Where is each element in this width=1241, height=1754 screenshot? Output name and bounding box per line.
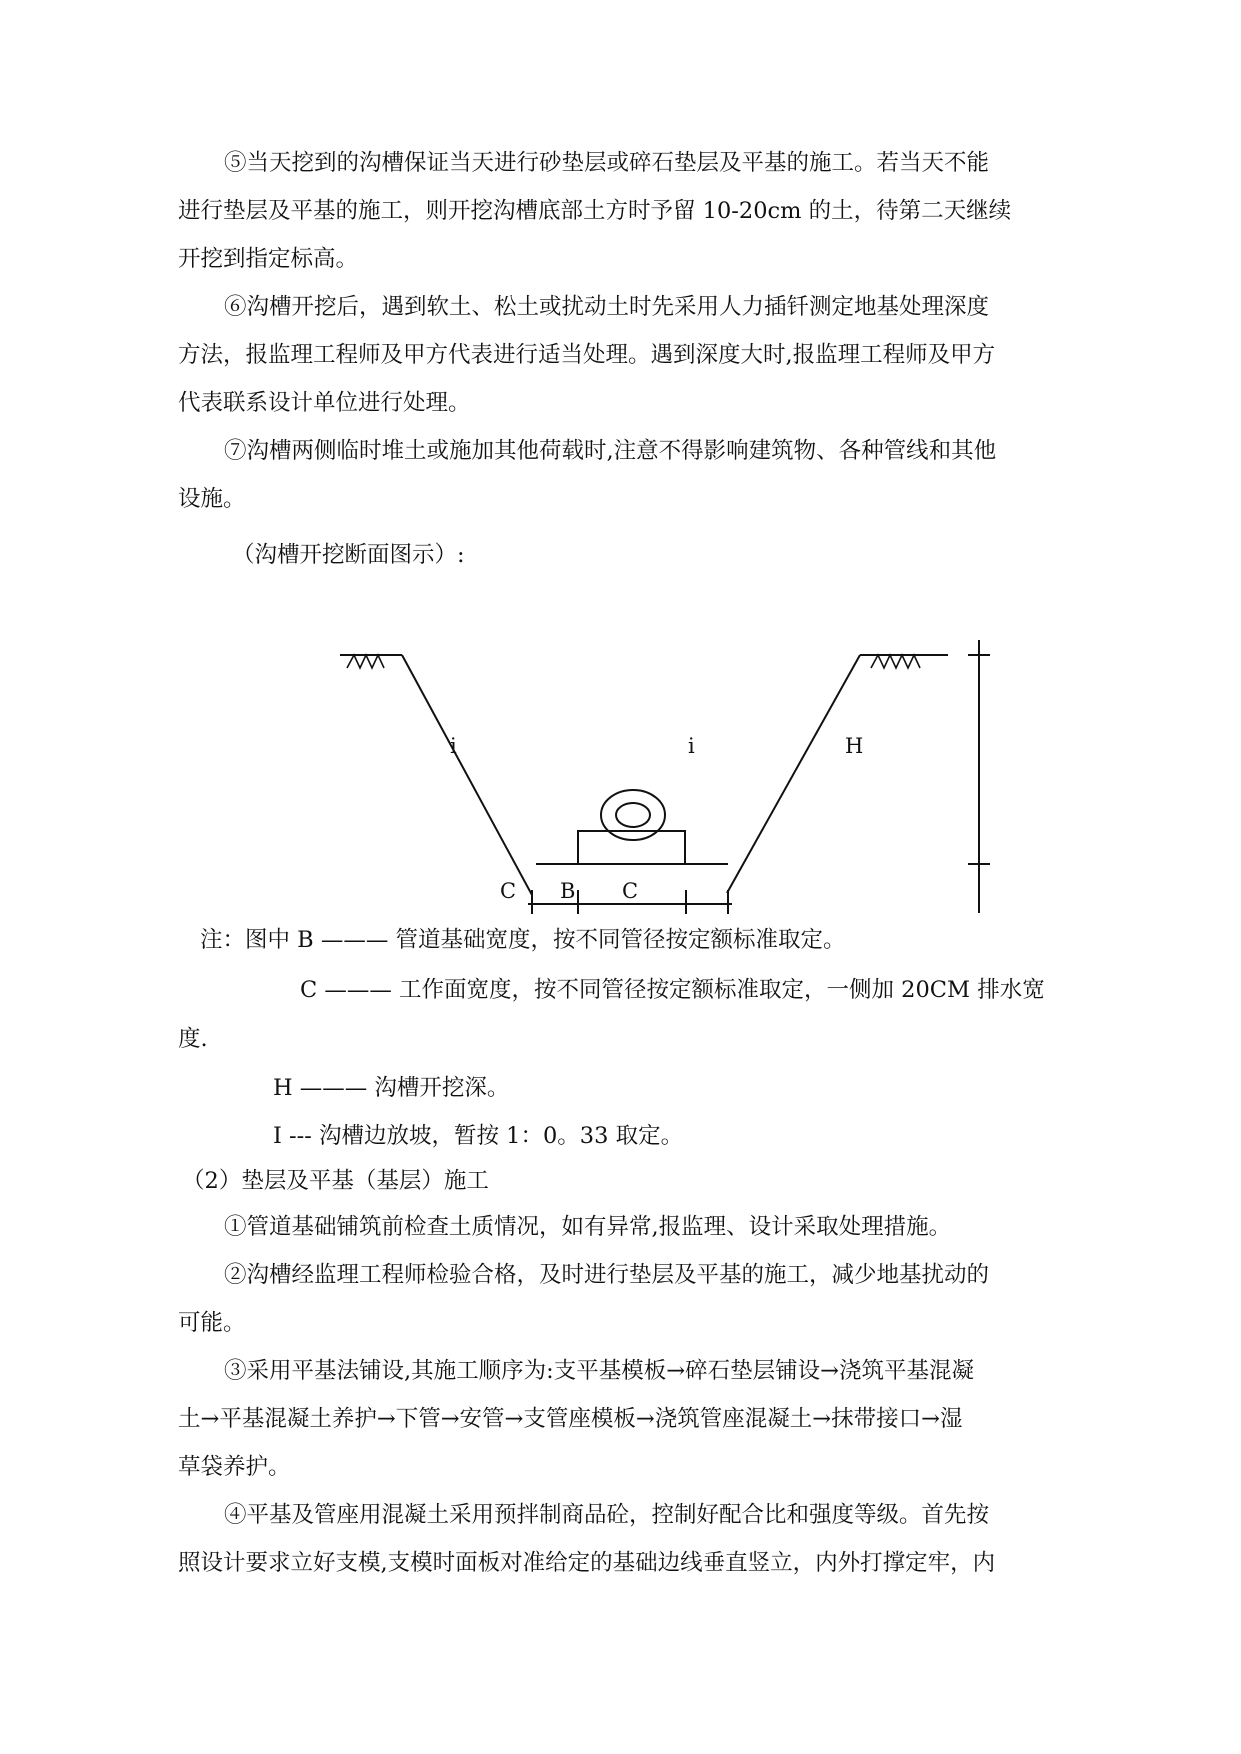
work-width-label-left: C — [500, 879, 517, 903]
slope-label-mid: i — [688, 734, 695, 758]
note-line: 注：图中 B ——— 管道基础宽度，按不同管径按定额标准取定。 — [200, 927, 846, 953]
note-line: I --- 沟槽边放坡，暂按 1：0。33 取定。 — [273, 1123, 684, 1149]
section-heading: （2）垫层及平基（基层）施工 — [182, 1168, 489, 1194]
paragraph-line: 方法，报监理工程师及甲方代表进行适当处理。遇到深度大时,报监理工程师及甲方 — [178, 342, 996, 368]
paragraph-line: 可能。 — [178, 1310, 246, 1336]
pipe-outer — [601, 790, 665, 840]
paragraph-line: ①管道基础铺筑前检查土质情况，如有异常,报监理、设计采取处理措施。 — [224, 1214, 952, 1240]
paragraph-line: ③采用平基法铺设,其施工顺序为:支平基模板→碎石垫层铺设→浇筑平基混凝 — [224, 1358, 974, 1384]
paragraph-line: ④平基及管座用混凝土采用预拌制商品砼，控制好配合比和强度等级。首先按 — [224, 1502, 990, 1528]
paragraph-line: 照设计要求立好支模,支模时面板对准给定的基础边线垂直竖立，内外打撑定牢，内 — [178, 1550, 996, 1576]
paragraph-line: 代表联系设计单位进行处理。 — [178, 390, 471, 416]
paragraph-line: 开挖到指定标高。 — [178, 246, 359, 272]
note-line: 度. — [178, 1026, 208, 1052]
ground-hatch-left — [347, 655, 384, 668]
paragraph-line: ⑥沟槽开挖后，遇到软土、松土或扰动土时先采用人力插钎测定地基处理深度 — [224, 294, 990, 320]
diagram-caption: （沟槽开挖断面图示）: — [232, 542, 465, 568]
paragraph-line: 进行垫层及平基的施工，则开挖沟槽底部土方时予留 10-20cm 的土，待第二天继续 — [178, 198, 1012, 224]
trench-slope-right — [727, 655, 860, 893]
paragraph-line: 草袋养护。 — [178, 1454, 291, 1480]
note-line: C ——— 工作面宽度，按不同管径按定额标准取定，一侧加 20CM 排水宽 — [300, 977, 1045, 1003]
work-width-label-right: C — [622, 879, 639, 903]
pipe-seat — [578, 831, 685, 864]
paragraph-line: 设施。 — [178, 486, 246, 512]
paragraph-line: ②沟槽经监理工程师检验合格，及时进行垫层及平基的施工，减少地基扰动的 — [224, 1262, 990, 1288]
note-line: H ——— 沟槽开挖深。 — [273, 1075, 510, 1101]
slope-label-left: i — [450, 734, 457, 758]
paragraph-line: ⑤当天挖到的沟槽保证当天进行砂垫层或碎石垫层及平基的施工。若当天不能 — [224, 150, 990, 176]
paragraph-line: ⑦沟槽两侧临时堆土或施加其他荷载时,注意不得影响建筑物、各种管线和其他 — [224, 438, 997, 464]
paragraph-line: 土→平基混凝土养护→下管→安管→支管座模板→浇筑管座混凝土→抹带接口→湿 — [178, 1406, 963, 1432]
base-width-label: B — [560, 879, 576, 903]
depth-label: H — [845, 734, 864, 758]
trench-slope-left — [402, 655, 532, 895]
ground-hatch-right — [871, 655, 920, 668]
pipe-inner — [616, 803, 650, 827]
